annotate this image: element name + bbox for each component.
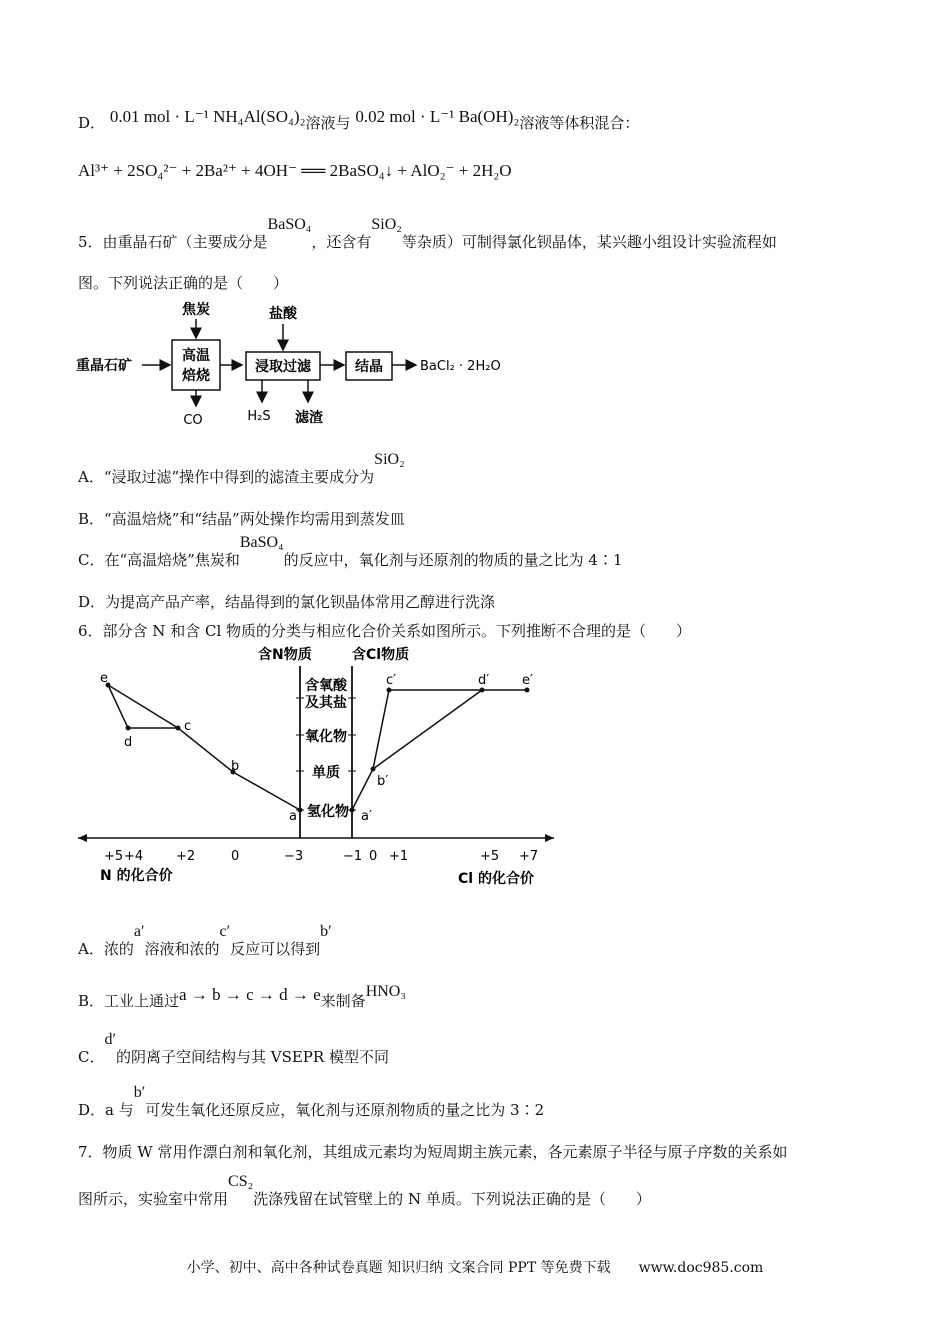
flow-box1-line1: 高温	[182, 348, 210, 364]
q6-option-a	[78, 923, 332, 959]
flow-top1: 焦炭	[182, 302, 210, 318]
text: A．浓的	[78, 940, 134, 958]
q5-option-b: B．“高温焙烧”和“结晶”两处操作均需用到蒸发皿	[78, 510, 405, 528]
text: D．a 与	[78, 1101, 134, 1119]
text: C．在“高温焙烧”焦炭和	[78, 551, 240, 569]
text: 的反应中，氧化剂与还原剂的物质的量之比为 4∶1	[283, 551, 623, 569]
reaction-chain: a → b → c → d → e	[179, 985, 321, 1004]
n-title: 含N物质	[258, 647, 312, 663]
text: B．工业上通过	[78, 992, 180, 1010]
text: ，还含有	[311, 233, 372, 251]
formula-hno3: HNO₃	[365, 983, 406, 1000]
text: 的阴离子空间结构与其 VSEPR 模型不同	[115, 1048, 389, 1066]
q4-equation: Al³⁺ + 2SO₄²⁻ + 2Ba²⁺ + 4OH⁻ ══ 2BaSO₄↓ + AlO₂⁻ + 2H₂O	[78, 161, 512, 180]
symbol: b′	[133, 1084, 146, 1101]
cl-point-label: c′	[386, 673, 397, 688]
text: 图所示，实验室中常用	[78, 1190, 229, 1208]
formula-cs2: CS₂	[228, 1173, 254, 1190]
text: 溶液与	[305, 114, 351, 132]
cl-tick: +7	[519, 849, 539, 864]
flow-output: BaCl₂ · 2H₂O	[420, 359, 501, 374]
cl-point-label: d′	[478, 673, 490, 688]
q5-stem-line1	[78, 216, 777, 252]
q6-option-c	[78, 1031, 389, 1067]
flow-input: 重晶石矿	[76, 358, 132, 374]
q4-option-d	[78, 107, 640, 133]
flow-box1-line2: 焙烧	[182, 368, 210, 384]
cat-acid-a: 含氧酸	[305, 678, 347, 694]
flow-box3: 结晶	[355, 359, 383, 375]
n-axis-label: N 的化合价	[100, 868, 173, 884]
text: 可发生氧化还原反应，氧化剂与还原剂物质的量之比为 3∶2	[145, 1101, 545, 1119]
q7-stem-line1: 7．物质 W 常用作漂白剂和氧化剂，其组成元素均为短周期主族元素，各元素原子半径与原子序数的关系如	[78, 1143, 788, 1161]
q5-stem-line2: 图。下列说法正确的是（ ）	[78, 274, 289, 292]
text: A．“浸取过滤”操作中得到的滤渣主要成分为	[78, 468, 375, 486]
cl-title: 含Cl物质	[352, 647, 410, 663]
flow-bottom1: CO	[183, 413, 203, 428]
q7-stem-line2	[78, 1173, 651, 1209]
n-point-label: e	[100, 671, 108, 686]
q6-valence-chart	[76, 640, 566, 890]
cl-point-label: a′	[361, 809, 372, 824]
n-point-label: d	[124, 735, 133, 750]
cat-hydride: 氢化物	[307, 804, 349, 820]
symbol: a′	[133, 923, 145, 940]
q5-option-c	[78, 534, 623, 570]
formula-baoh2: 0.02 mol · L⁻¹ Ba(OH)₂	[355, 107, 520, 126]
cl-tick: 0	[369, 849, 378, 864]
formula-sio2: SiO₂	[371, 216, 402, 233]
formula-baso4: BaSO₄	[239, 534, 284, 551]
q5-flow-diagram	[76, 298, 516, 433]
q6-option-b	[78, 983, 406, 1011]
symbol: d′	[104, 1031, 116, 1048]
formula-sio2: SiO₂	[374, 451, 405, 468]
cat-element: 单质	[312, 765, 340, 781]
text: 溶液等体积混合：	[519, 114, 640, 132]
symbol: c′	[219, 923, 231, 940]
text: 洗涤残留在试管壁上的 N 单质。下列说法正确的是（ ）	[253, 1190, 651, 1208]
option-label: D．	[78, 114, 106, 132]
flow-bottom2b: 滤渣	[295, 410, 323, 426]
n-point-label: c	[184, 719, 192, 734]
page-footer: 小学、初中、高中各种试卷真题 知识归纳 文案合同 PPT 等免费下载 www.doc985.com	[186, 1260, 764, 1276]
n-tick: +5	[104, 849, 124, 864]
text: C．	[78, 1048, 105, 1066]
symbol: b′	[320, 923, 332, 940]
flow-bottom2a: H₂S	[247, 409, 271, 424]
cl-point-label: b′	[377, 774, 389, 789]
cl-tick: +5	[480, 849, 500, 864]
n-tick: +2	[176, 849, 196, 864]
cat-acid-b: 及其盐	[305, 695, 347, 711]
n-tick: −3	[284, 849, 304, 864]
text: 等杂质）可制得氯化钡晶体，某兴趣小组设计实验流程如	[401, 233, 777, 251]
text: 溶液和浓的	[144, 940, 220, 958]
cl-tick: −1	[343, 849, 363, 864]
flow-box2: 浸取过滤	[255, 359, 311, 375]
cl-tick: +1	[389, 849, 409, 864]
q6-stem: 6．部分含 N 和含 Cl 物质的分类与相应化合价关系如图所示。下列推断不合理的是（ ）	[78, 622, 692, 640]
q5-option-a	[78, 451, 405, 487]
q5-option-d: D．为提高产品产率，结晶得到的氯化钡晶体常用乙醇进行洗涤	[78, 593, 496, 611]
flow-top2: 盐酸	[269, 306, 297, 322]
cl-point-label: e′	[522, 673, 533, 688]
n-point-label: a	[289, 809, 297, 824]
formula-nh4al: 0.01 mol · L⁻¹ NH₄Al(SO₄)₂	[109, 107, 306, 126]
text: 5．由重晶石矿（主要成分是	[78, 233, 268, 251]
formula-baso4: BaSO₄	[267, 216, 312, 233]
n-tick: +4	[124, 849, 144, 864]
text: 来制备	[320, 992, 366, 1010]
text: 反应可以得到	[230, 940, 321, 958]
n-tick: 0	[231, 849, 240, 864]
cl-axis-label: Cl 的化合价	[458, 871, 534, 887]
cat-oxide: 氧化物	[305, 729, 347, 745]
n-point-label: b	[231, 759, 240, 774]
q6-option-d	[78, 1084, 545, 1120]
